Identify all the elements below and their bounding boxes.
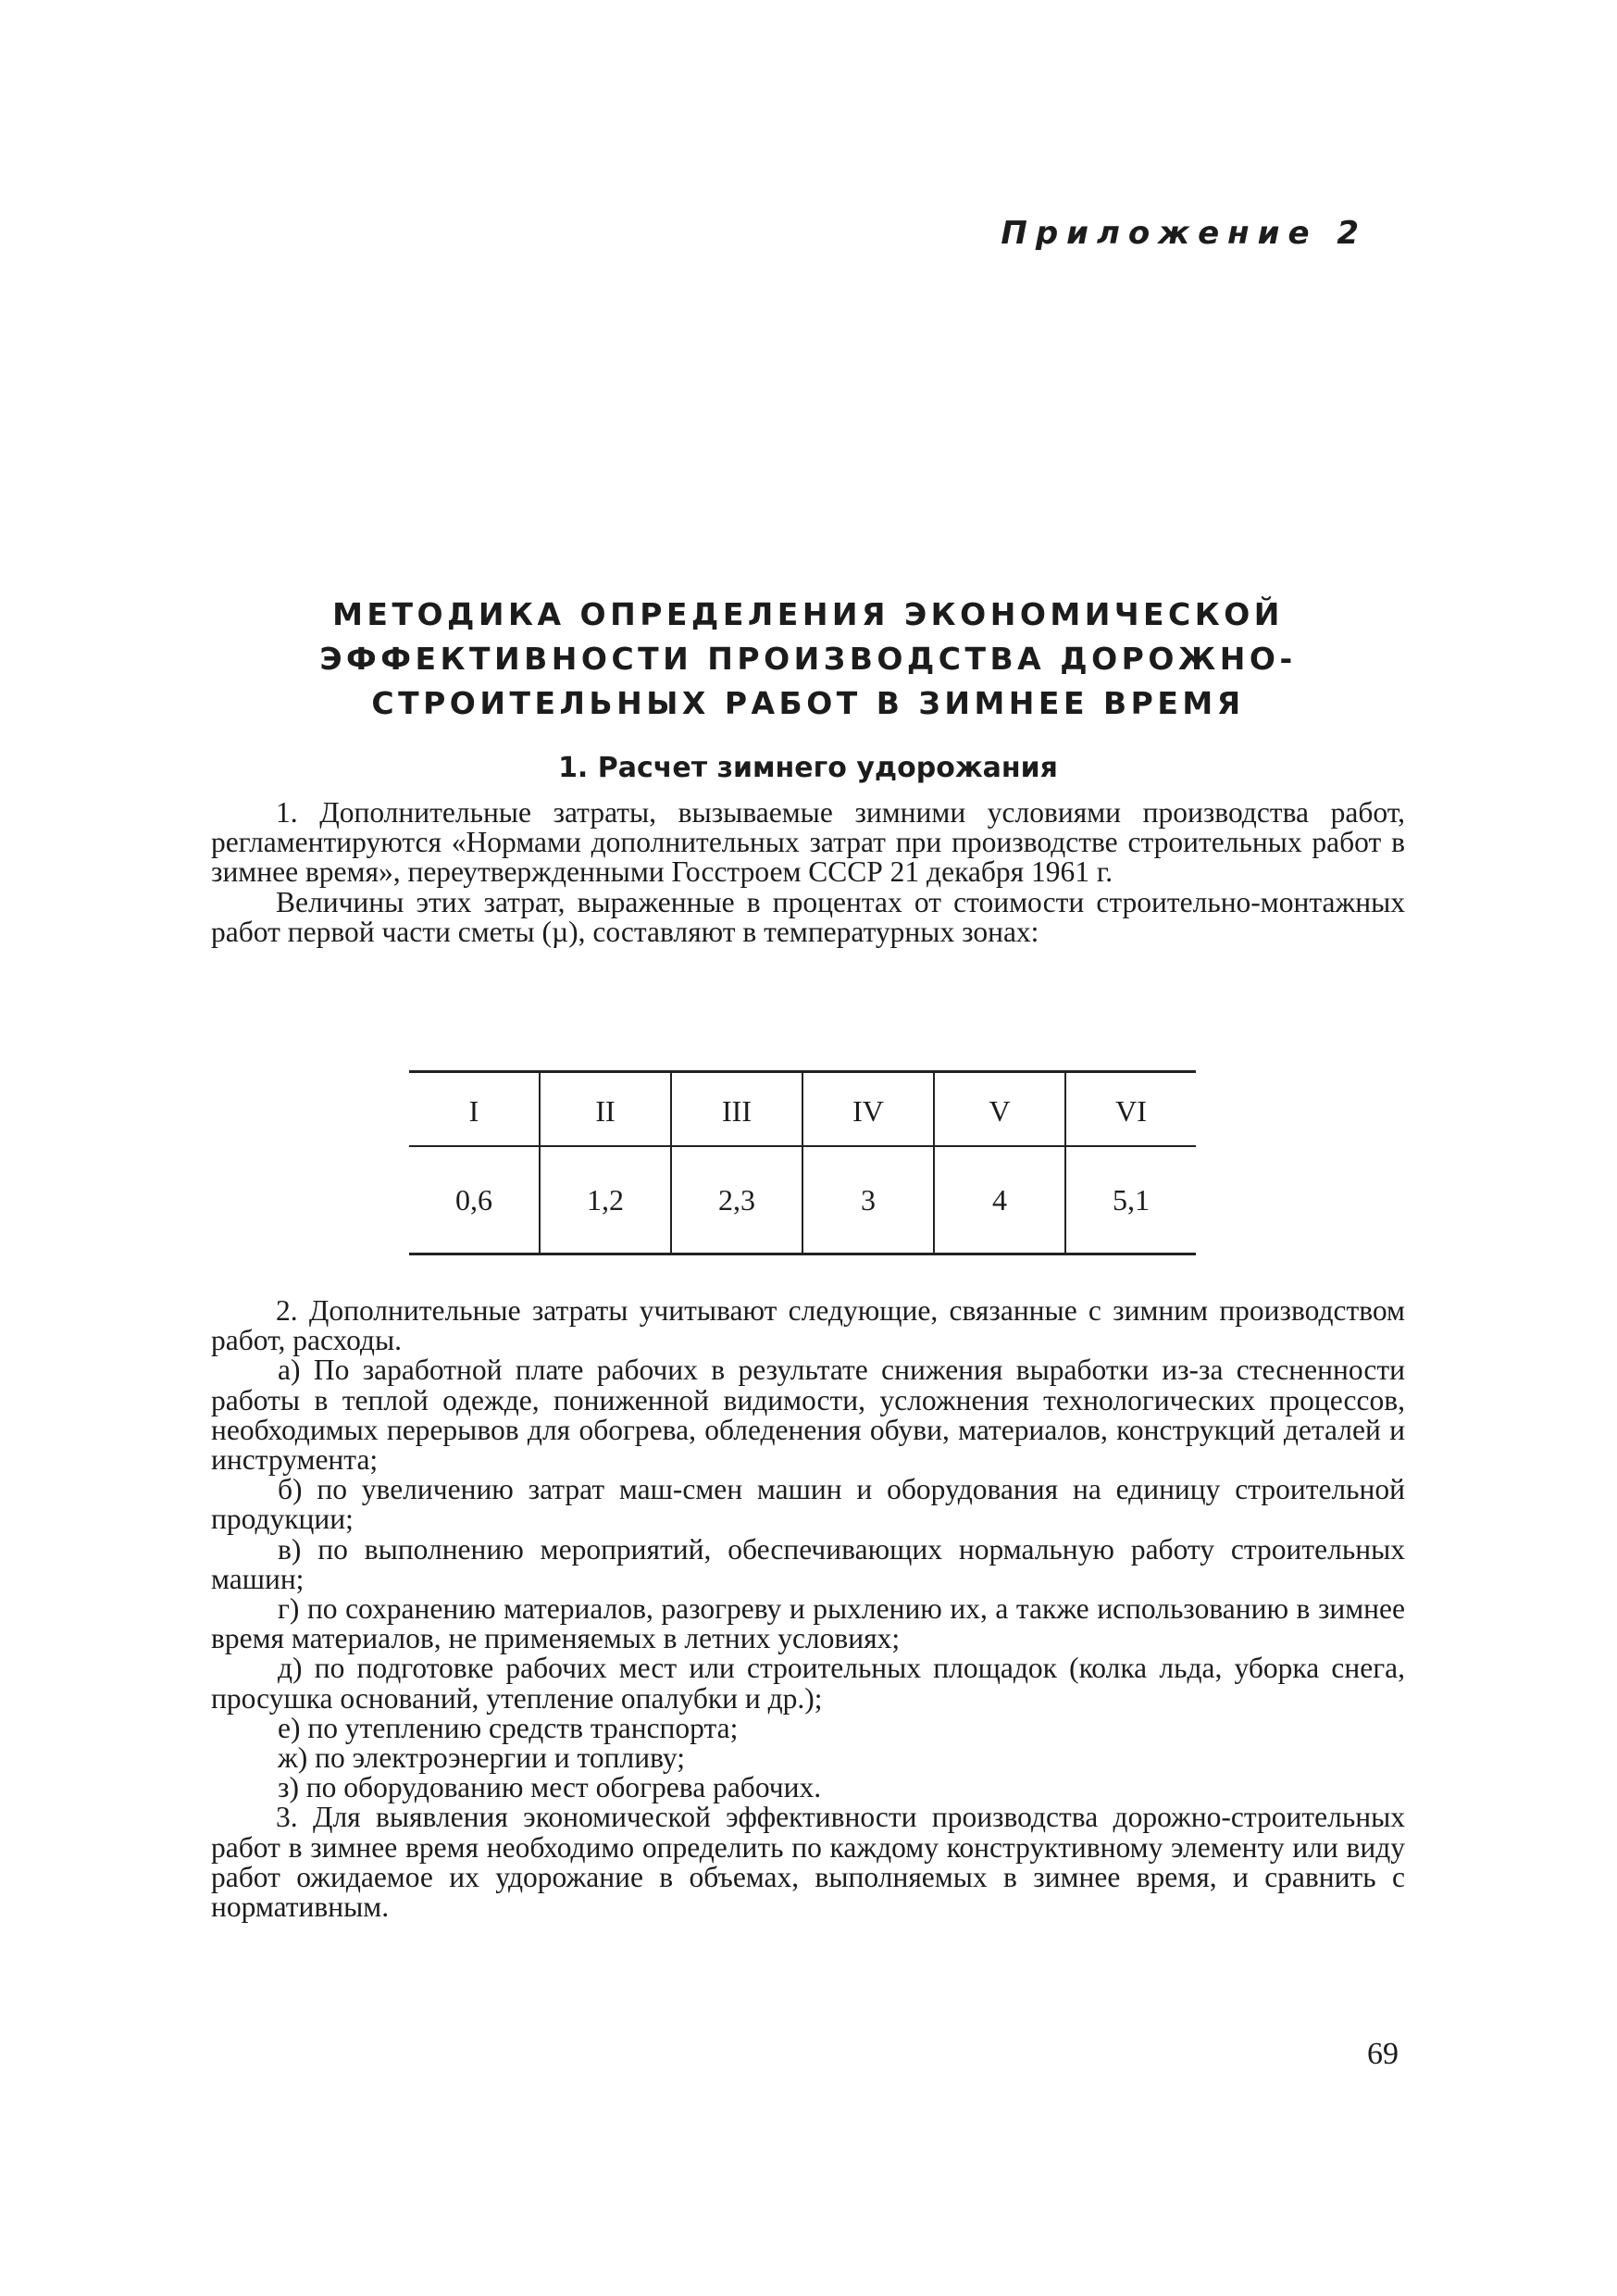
zone-value-cell: 2,3 <box>670 1147 802 1253</box>
costs-text <box>211 1296 1405 1922</box>
zones-values-row <box>409 1147 1196 1253</box>
zone-value-cell: 4 <box>933 1147 1064 1253</box>
zone-header-cell: IV <box>802 1073 933 1145</box>
list-item-v: в) по выполнению мероприятий, обеспечивающих нормальную работу строительных машин; <box>211 1532 1405 1595</box>
zone-value-cell: 3 <box>802 1147 933 1253</box>
document-title: МЕТОДИКА ОПРЕДЕЛЕНИЯ ЭКОНОМИЧЕСКОЙ ЭФФЕКТИВНОСТИ ПРОИЗВОДСТВА ДОРОЖНО-СТРОИТЕЛЬНЫХ РАБОТ В ЗИМНЕЕ ВРЕМЯ <box>319 596 1297 721</box>
intro-text <box>211 798 1405 947</box>
zone-header-cell: I <box>468 1093 479 1128</box>
appendix-label: Приложение 2 <box>1001 215 1367 252</box>
list-item-b: б) по увеличению затрат маш-смен машин и оборудования на единицу строительной продукции; <box>211 1473 1405 1536</box>
zone-value-cell: 5,1 <box>1064 1147 1196 1253</box>
list-item-zh: ж) по электроэнергии и топливу; <box>278 1741 685 1775</box>
list-item-z: з) по оборудованию мест обогрева рабочих. <box>278 1771 822 1804</box>
paragraph-1-continued: Величины этих затрат, выраженные в процентах от стоимости строительно-монтажных работ первой части сметы (µ), составляют в температурных зонах: <box>211 885 1405 948</box>
section-title: 1. Расчет зимнего удорожания <box>558 752 1058 784</box>
zone-header-cell: VI <box>1064 1073 1196 1145</box>
paragraph-2: 2. Дополнительные затраты учитывают следующие, связанные с зимним производством работ, расходы. <box>211 1294 1405 1357</box>
paragraph-1: 1. Дополнительные затраты, вызываемые зимними условиями производства работ, регламентируются «Нормами дополнительных затрат при производстве строительных работ в зимнее время», переутвержденными Госстроем СССР 21 декабря 1961 г. <box>211 796 1405 889</box>
paragraph-3: 3. Для выявления экономической эффективности производства дорожно-строительных работ в зимнее время необходимо определить по каждому конструктивному элементу или виду работ ожидаемое их удорожание в объемах, выполняемых в зимнее время, и сравнить с нормативным. <box>211 1801 1405 1924</box>
zone-header-cell: III <box>670 1073 802 1145</box>
zone-value-cell: 0,6 <box>455 1182 492 1217</box>
temperature-zones-table <box>409 1070 1196 1255</box>
zones-header-row <box>409 1073 1196 1147</box>
page-number: 69 <box>1367 2037 1399 2071</box>
list-item-d: д) по подготовке рабочих мест или строительных площадок (колка льда, уборка снега, просушка оснований, утепление опалубки и др.); <box>211 1652 1405 1715</box>
list-item-a: а) По заработной плате рабочих в результате снижения выработки из-за стесненности работы в теплой одежде, пониженной видимости, усложнения технологических процессов, необходимых перерывов для обогрева, обледенения обуви, материалов, конструкций деталей и инструмента; <box>211 1354 1405 1477</box>
zone-header-cell: II <box>539 1073 670 1145</box>
list-item-g: г) по сохранению материалов, разогреву и рыхлению их, а также использованию в зимнее время материалов, не применяемых в летних условиях; <box>211 1592 1405 1655</box>
zone-header-cell: V <box>933 1073 1064 1145</box>
list-item-e: е) по утеплению средств транспорта; <box>278 1711 739 1744</box>
zone-value-cell: 1,2 <box>539 1147 670 1253</box>
